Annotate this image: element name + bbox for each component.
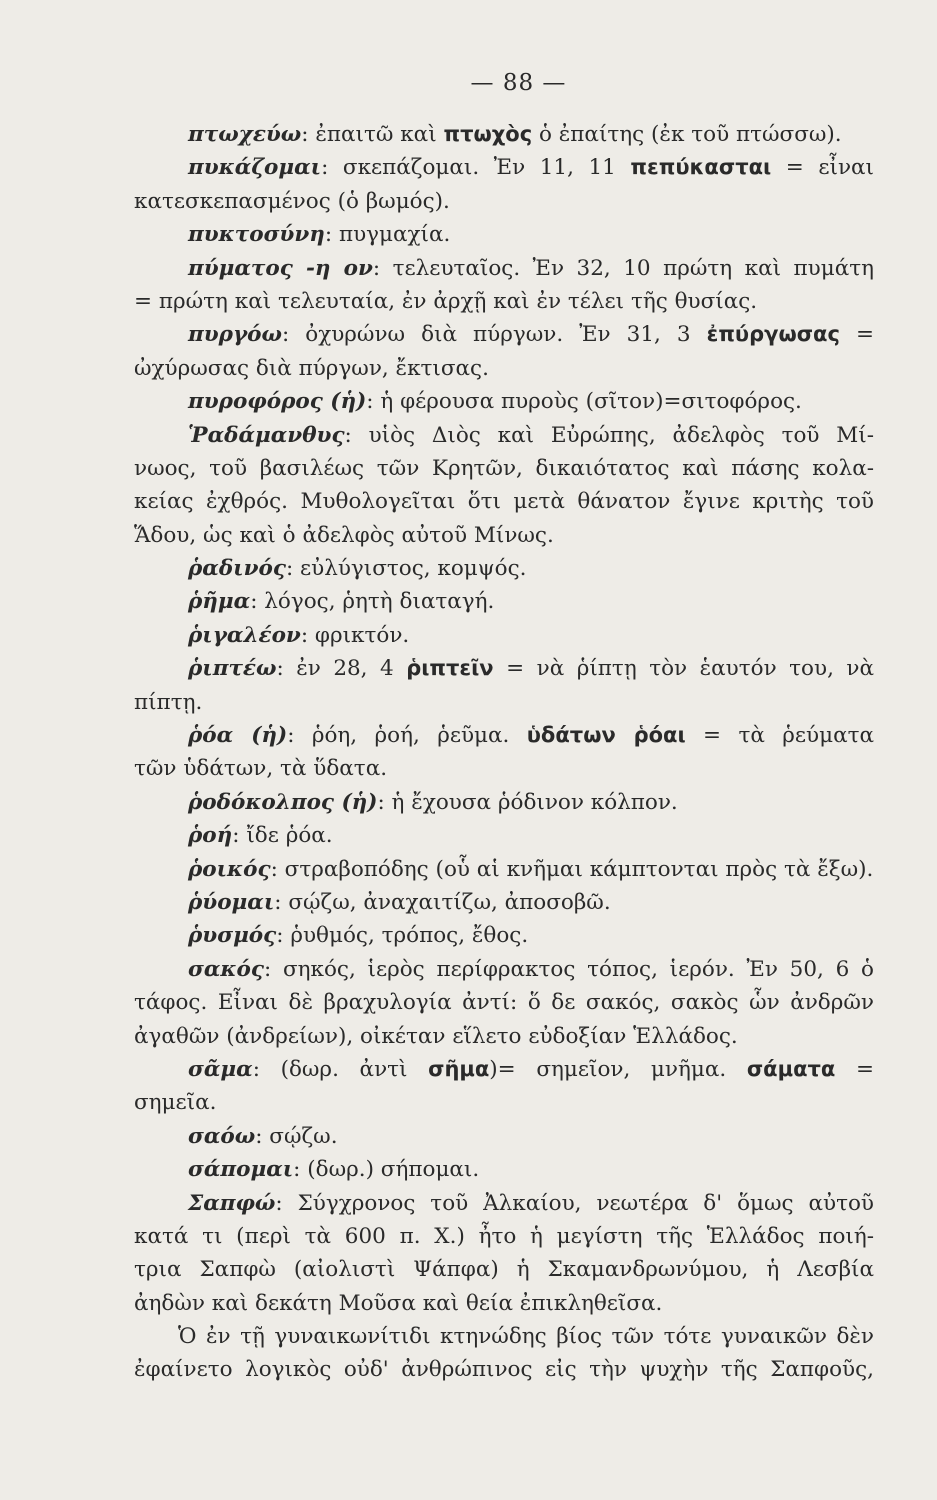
entry-text: : (δωρ. ἀντὶ (252, 1056, 429, 1082)
entry-text: = τὰ ῥεύματα (685, 723, 874, 749)
entry-line (134, 1153, 874, 1186)
entry-headword: πυκάζομαι (188, 155, 322, 181)
entry-text: : λόγος, ῥητὴ διαταγή. (250, 589, 495, 615)
entry-headword: σάπομαι (188, 1157, 294, 1183)
entry-line (134, 151, 874, 184)
entry-headword: πυροφόρος (ἡ) (188, 389, 367, 415)
entry-text: : ἐν 28, 4 (276, 656, 407, 682)
entry-line (134, 719, 874, 752)
entry-line (134, 1187, 874, 1220)
entry-headword: πυργόω (188, 322, 282, 348)
entry-text: : φρικτόν. (300, 622, 410, 648)
entry-line (134, 1120, 874, 1153)
entry-text: : ῥυθμός, τρόπος, ἔθος. (276, 923, 529, 949)
entry-headword: σᾶμα (188, 1056, 253, 1082)
entry-line (134, 919, 874, 952)
entry-text: : σῴζω. (255, 1123, 338, 1149)
page-number: — 88 — (470, 70, 567, 96)
entry-text: : στραβοπόδης (οὗ αἱ κνῆμαι κάμπτονται πρὸς τὰ ἔξω). (270, 856, 874, 882)
entry-text: : εὐλύγιστος, κομψός. (285, 556, 527, 582)
entry-line (134, 819, 874, 852)
entry-text: : υἱὸς Διὸς καὶ Εὐρώπης, ἀδελφὸς τοῦ Μί- (344, 422, 874, 448)
entry-headword: ῥυσμός (188, 923, 277, 949)
quoted-form: ἐπύργωσας (706, 322, 840, 347)
entry-continuation-line: κείας ἐχθρός. Μυθολογεῖται ὅτι μετὰ θάνατον ἔγινε κριτὴς τοῦ (134, 489, 874, 515)
entry-headword: Σαπφώ (188, 1190, 276, 1216)
entry-headword: ῥῆμα (188, 589, 251, 615)
entry-continuation-line: τάφος. Εἶναι δὲ βραχυλογία ἀντί: ὅ δε σακός, σακὸς ὧν ἀνδρῶν (134, 990, 874, 1016)
quoted-form: σῆμα (428, 1056, 490, 1081)
entry-text: ὁ ἐπαίτης (ἐκ τοῦ πτώσσω). (532, 122, 842, 147)
entry-text: : σκεπάζομαι. Ἐν 11, 11 (321, 155, 631, 181)
entry-headword: ῥοδόκολπος (ἡ) (188, 789, 378, 815)
entry-line (134, 552, 874, 585)
entry-text: : ἡ φέρουσα πυροὺς (σῖτον)=σιτοφόρος. (366, 389, 802, 415)
entry-continuation-line: Ἅδου, ὡς καὶ ὁ ἀδελφὸς αὐτοῦ Μίνως. (134, 522, 554, 548)
entry-line (134, 853, 874, 886)
entry-text: : πυγμαχία. (324, 222, 451, 248)
quoted-form: ῥιπτεῖν (406, 656, 494, 681)
quoted-form: πεπύκασται (630, 155, 772, 180)
dictionary-text (134, 118, 874, 1387)
entry-text: : ἴδε ῥόα. (232, 823, 333, 849)
entry-line (134, 252, 874, 285)
entry-text: : τελευταῖος. Ἐν 32, 10 πρώτη καὶ πυμάτη (372, 255, 874, 281)
entry-line (134, 652, 874, 685)
entry-headword: ῥύομαι (188, 889, 275, 915)
entry-line (134, 953, 874, 986)
entry-text: = (839, 322, 874, 348)
entry-text: = εἶναι (771, 155, 874, 181)
entry-continuation-line: = πρώτη καὶ τελευταία, ἐν ἀρχῇ καὶ ἐν τέλει τῆς θυσίας. (134, 288, 758, 314)
entry-continuation-line: κατά τι (περὶ τὰ 600 π. Χ.) ἦτο ἡ μεγίστη τῆς Ἑλλάδος ποιή- (134, 1223, 874, 1249)
entry-headword: ῥόα (ἡ) (188, 723, 288, 749)
entry-headword: ῥοικός (188, 856, 271, 882)
entry-headword: Ῥαδάμανθυς (188, 422, 345, 448)
entry-line (134, 318, 874, 351)
entry-continuation-line: ὠχύρωσας διὰ πύργων, ἔκτισας. (134, 355, 489, 381)
entry-text: : ἡ ἔχουσα ῥόδινον κόλπον. (377, 789, 678, 815)
entry-text: = (835, 1056, 874, 1082)
entry-line (134, 786, 874, 819)
entry-continuation-line: κατεσκεπασμένος (ὁ βωμός). (134, 188, 450, 214)
entry-text: = νὰ ῥίπτῃ τὸν ἑαυτόν του, νὰ (493, 656, 874, 682)
entry-line (134, 385, 874, 418)
entry-text: : σῴζω, ἀναχαιτίζω, ἀποσοβῶ. (274, 889, 611, 915)
entry-text: : Σύγχρονος τοῦ Ἀλκαίου, νεωτέρα δ' ὅμως αὐτοῦ (275, 1190, 874, 1216)
entry-line (134, 1053, 874, 1086)
entry-headword: πυκτοσύνη (188, 222, 325, 248)
entry-text: : (δωρ.) σήπομαι. (293, 1157, 480, 1183)
entry-headword: σαόω (188, 1123, 256, 1149)
entry-continuation-line: τῶν ὑδάτων, τὰ ὕδατα. (134, 756, 388, 782)
entry-continuation-line: ἀηδὼν καὶ δεκάτη Μοῦσα καὶ θεία ἐπικληθεῖσα. (134, 1290, 663, 1316)
entry-text: : ἐπαιτῶ καὶ (301, 122, 444, 147)
entry-text: : σηκός, ἱερὸς περίφρακτος τόπος, ἱερόν. Ἐν 50, 6 ὁ (263, 956, 874, 982)
entry-headword: ῥοή (188, 823, 233, 849)
entry-line (134, 886, 874, 919)
entry-line (134, 218, 874, 251)
entry-text: : ῥόη, ῥοή, ῥεῦμα. (287, 723, 527, 749)
entry-continuation-line: σημεῖα. (134, 1090, 217, 1116)
entry-headword: ῥαδινός (188, 556, 286, 582)
entry-line (134, 619, 874, 652)
entry-headword: πτωχεύω (188, 122, 302, 147)
entry-text: : ὀχυρώνω διὰ πύργων. Ἐν 31, 3 (281, 322, 707, 348)
paragraph-line: Ὁ ἐν τῇ γυναικωνίτιδι κτηνώδης βίος τῶν τότε γυναικῶν δὲν (178, 1324, 874, 1350)
entry-line (134, 419, 874, 452)
entry-continuation-line: ἀγαθῶν (ἀνδρείων), οἰκέταν εἵλετο εὐδοξίαν Ἑλλάδος. (134, 1023, 738, 1049)
quoted-form: πτωχὸς (443, 122, 533, 146)
entry-headword: ῥιπτέω (188, 656, 277, 682)
quoted-form: σάματα (746, 1056, 836, 1081)
entry-headword: πύματος -η ον (188, 255, 373, 281)
entry-continuation-line: νωος, τοῦ βασιλέως τῶν Κρητῶν, δικαιότατος καὶ πάσης κολα- (134, 455, 874, 481)
paragraph-line: ἐφαίνετο λογικὸς οὐδ' ἀνθρώπινος εἰς τὴν ψυχὴν τῆς Σαπφοῦς, (134, 1357, 874, 1383)
entry-line (134, 585, 874, 618)
entry-continuation-line: πίπτῃ. (134, 689, 203, 715)
entry-line (134, 118, 874, 151)
entry-text: )= σημεῖον, μνῆμα. (489, 1056, 747, 1082)
entry-headword: ῥιγαλέον (188, 622, 301, 648)
entry-continuation-line: τρια Σαπφὼ (αἰολιστὶ Ψάπφα) ἡ Σκαμανδρωνύμου, ἡ Λεσβία (134, 1257, 874, 1283)
entry-headword: σακός (188, 956, 264, 982)
quoted-form: ὑδάτων ῥόαι (526, 723, 686, 748)
